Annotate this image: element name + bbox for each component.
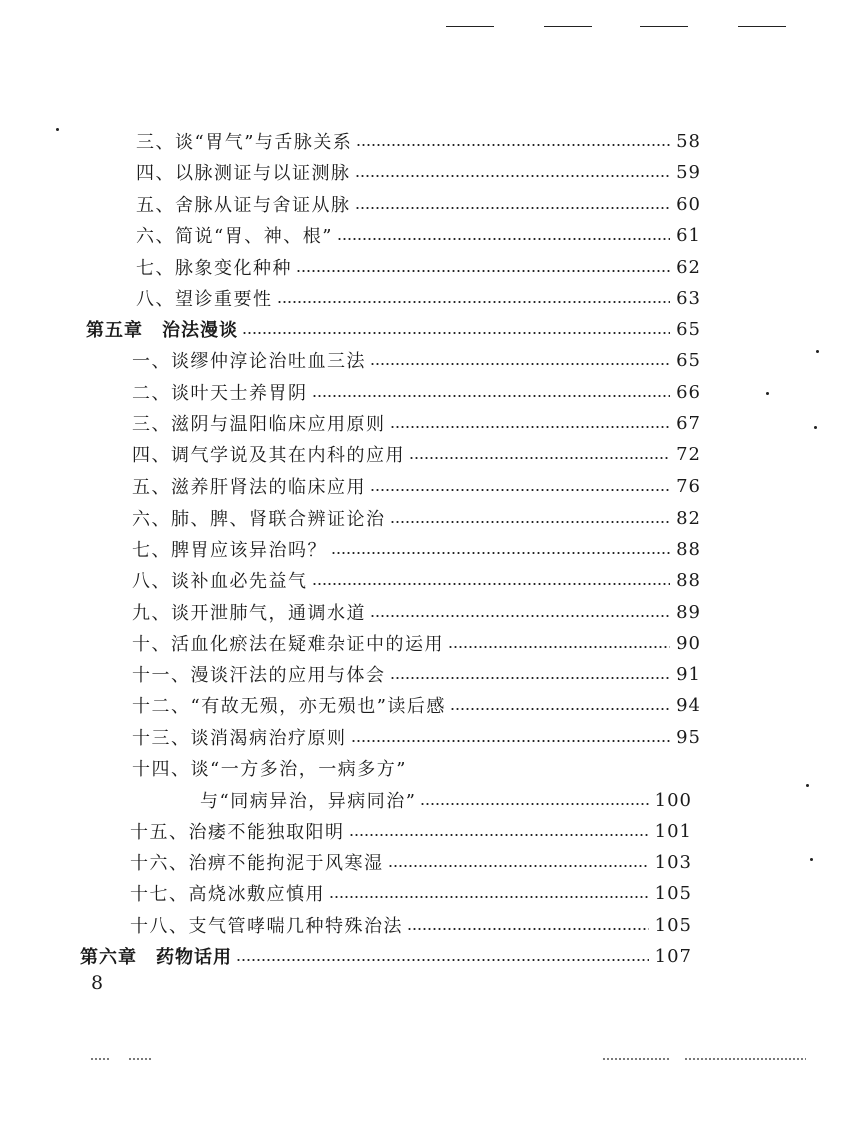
toc-entry-title: 四、以脉测证与以证测脉 xyxy=(136,163,351,184)
header-rule xyxy=(446,26,494,27)
toc-entry-title: 三、滋阴与温阳临床应用原则 xyxy=(132,414,386,435)
toc-entry xyxy=(130,817,692,845)
toc-entry xyxy=(132,472,701,500)
toc-entry-title: 八、望诊重要性 xyxy=(136,289,273,310)
dot-leader xyxy=(349,833,649,837)
dot-leader xyxy=(331,551,670,555)
dot-leader xyxy=(390,425,671,429)
dot-leader xyxy=(407,927,649,931)
toc-chapter-title: 第五章 治法漫谈 xyxy=(86,320,238,341)
dot-leader xyxy=(355,174,671,178)
toc-entry xyxy=(136,284,701,312)
dot-leader xyxy=(420,802,648,806)
toc-entry-title: 五、滋养肝肾法的临床应用 xyxy=(132,477,366,498)
dot-leader xyxy=(242,331,670,335)
header-rule xyxy=(640,26,688,27)
toc-chapter-heading xyxy=(80,942,692,970)
toc-entry xyxy=(132,691,701,719)
toc-entry xyxy=(130,911,692,939)
toc-page-number: 59 xyxy=(676,161,701,183)
toc-entry xyxy=(132,346,701,374)
toc-page-number: 82 xyxy=(676,507,701,529)
toc-entry xyxy=(132,629,701,657)
scan-noise xyxy=(128,1058,152,1060)
toc-page-number: 94 xyxy=(676,694,701,716)
toc-entry-title: 十二、“有故无殒，亦无殒也”读后感 xyxy=(132,696,446,717)
toc-entry xyxy=(132,723,701,751)
toc-page-number: 67 xyxy=(676,412,701,434)
toc-entry-title: 五、舍脉从证与舍证从脉 xyxy=(136,195,351,216)
toc-entry-title: 四、调气学说及其在内科的应用 xyxy=(132,445,405,466)
toc-entry xyxy=(136,158,701,186)
toc-entry xyxy=(132,566,701,594)
toc-entry-title: 八、谈补血必先益气 xyxy=(132,571,308,592)
toc-entry-title: 六、简说“胃、神、根” xyxy=(136,226,333,247)
dot-leader xyxy=(296,269,670,273)
toc-entry xyxy=(132,754,701,782)
toc-page-number: 90 xyxy=(676,632,701,654)
dot-leader xyxy=(312,582,671,586)
toc-page-number: 105 xyxy=(654,914,692,936)
toc-entry-title: 十五、治痿不能独取阳明 xyxy=(130,822,345,843)
toc-chapter-title: 第六章 药物话用 xyxy=(80,947,232,968)
toc-entry-title: 十四、谈“一方多治，一病多方” xyxy=(132,759,407,780)
toc-page-number: 103 xyxy=(654,851,692,873)
toc-page-number: 58 xyxy=(676,130,701,152)
toc-page-number: 66 xyxy=(676,381,701,403)
toc-entry-title: 与“同病异治，异病同治” xyxy=(200,791,417,812)
dot-leader xyxy=(236,958,649,962)
toc-entry-title: 十六、治痹不能拘泥于风寒湿 xyxy=(130,853,384,874)
toc-page-number: 63 xyxy=(676,287,701,309)
toc-page-number: 105 xyxy=(654,882,692,904)
scan-speck xyxy=(810,858,813,861)
dot-leader xyxy=(337,237,670,241)
page-folio-number: 8 xyxy=(91,972,104,994)
toc-entry-title: 七、脉象变化种种 xyxy=(136,258,292,279)
toc-page-number: 72 xyxy=(676,443,701,465)
toc-entry-title: 十三、谈消渴病治疗原则 xyxy=(132,728,347,749)
dot-leader xyxy=(370,614,670,618)
dot-leader xyxy=(409,456,670,460)
toc-page-number: 60 xyxy=(676,193,701,215)
dot-leader xyxy=(351,739,671,743)
toc-page-number: 76 xyxy=(676,475,701,497)
toc-entry-title: 一、谈缪仲淳论治吐血三法 xyxy=(132,351,366,372)
toc-page-number: 62 xyxy=(676,256,701,278)
toc-page-number: 100 xyxy=(654,789,692,811)
toc-entry xyxy=(132,440,701,468)
toc-entry-title: 二、谈叶天士养胃阴 xyxy=(132,383,308,404)
toc-entry-title: 九、谈开泄肺气，通调水道 xyxy=(132,603,366,624)
toc-entry xyxy=(136,221,701,249)
toc-entry-title: 十、活血化瘀法在疑难杂证中的运用 xyxy=(132,634,444,655)
dot-leader xyxy=(329,895,649,899)
toc-page-number: 65 xyxy=(676,318,701,340)
toc-entry xyxy=(132,504,701,532)
toc-page-number: 91 xyxy=(676,663,701,685)
toc-page-number: 101 xyxy=(654,820,692,842)
toc-entry-title: 七、脾胃应该异治吗？ xyxy=(132,540,327,561)
scan-speck xyxy=(814,426,817,429)
scan-noise xyxy=(90,1058,110,1060)
toc-entry-title: 三、谈“胃气”与舌脉关系 xyxy=(136,132,353,153)
scan-speck xyxy=(806,784,809,787)
scan-noise xyxy=(684,1058,806,1060)
toc-page-number: 88 xyxy=(676,538,701,560)
toc-entry xyxy=(136,127,701,155)
dot-leader xyxy=(388,864,649,868)
toc-page-number: 65 xyxy=(676,349,701,371)
scan-speck xyxy=(56,128,59,131)
header-rule xyxy=(738,26,786,27)
toc-entry xyxy=(136,253,701,281)
toc-entry-title: 十七、高烧冰敷应慎用 xyxy=(130,884,325,905)
scan-speck xyxy=(816,350,819,353)
dot-leader xyxy=(277,300,671,304)
toc-entry-continuation xyxy=(200,786,692,814)
toc-chapter-heading xyxy=(86,315,701,343)
toc-entry xyxy=(132,378,701,406)
toc-entry xyxy=(130,879,692,907)
dot-leader xyxy=(390,520,671,524)
toc-entry xyxy=(132,598,701,626)
toc-page-number: 89 xyxy=(676,601,701,623)
header-rule xyxy=(544,26,592,27)
scan-noise xyxy=(602,1058,670,1060)
dot-leader xyxy=(356,143,670,147)
toc-page-number: 88 xyxy=(676,569,701,591)
toc-entry xyxy=(132,660,701,688)
toc-entry-title: 十八、支气管哮喘几种特殊治法 xyxy=(130,916,403,937)
dot-leader xyxy=(448,645,670,649)
toc-page-number: 107 xyxy=(654,945,692,967)
toc-page-number: 61 xyxy=(676,224,701,246)
toc-entry xyxy=(130,848,692,876)
dot-leader xyxy=(450,707,670,711)
toc-entry-title: 十一、漫谈汗法的应用与体会 xyxy=(132,665,386,686)
dot-leader xyxy=(355,206,671,210)
dot-leader xyxy=(370,362,670,366)
toc-page-number: 95 xyxy=(676,726,701,748)
toc-entry xyxy=(132,409,701,437)
scan-speck xyxy=(766,392,769,395)
dot-leader xyxy=(370,488,670,492)
dot-leader xyxy=(390,676,671,680)
dot-leader xyxy=(312,394,671,398)
toc-entry xyxy=(132,535,701,563)
toc-entry-title: 六、肺、脾、肾联合辨证论治 xyxy=(132,509,386,530)
toc-entry xyxy=(136,190,701,218)
